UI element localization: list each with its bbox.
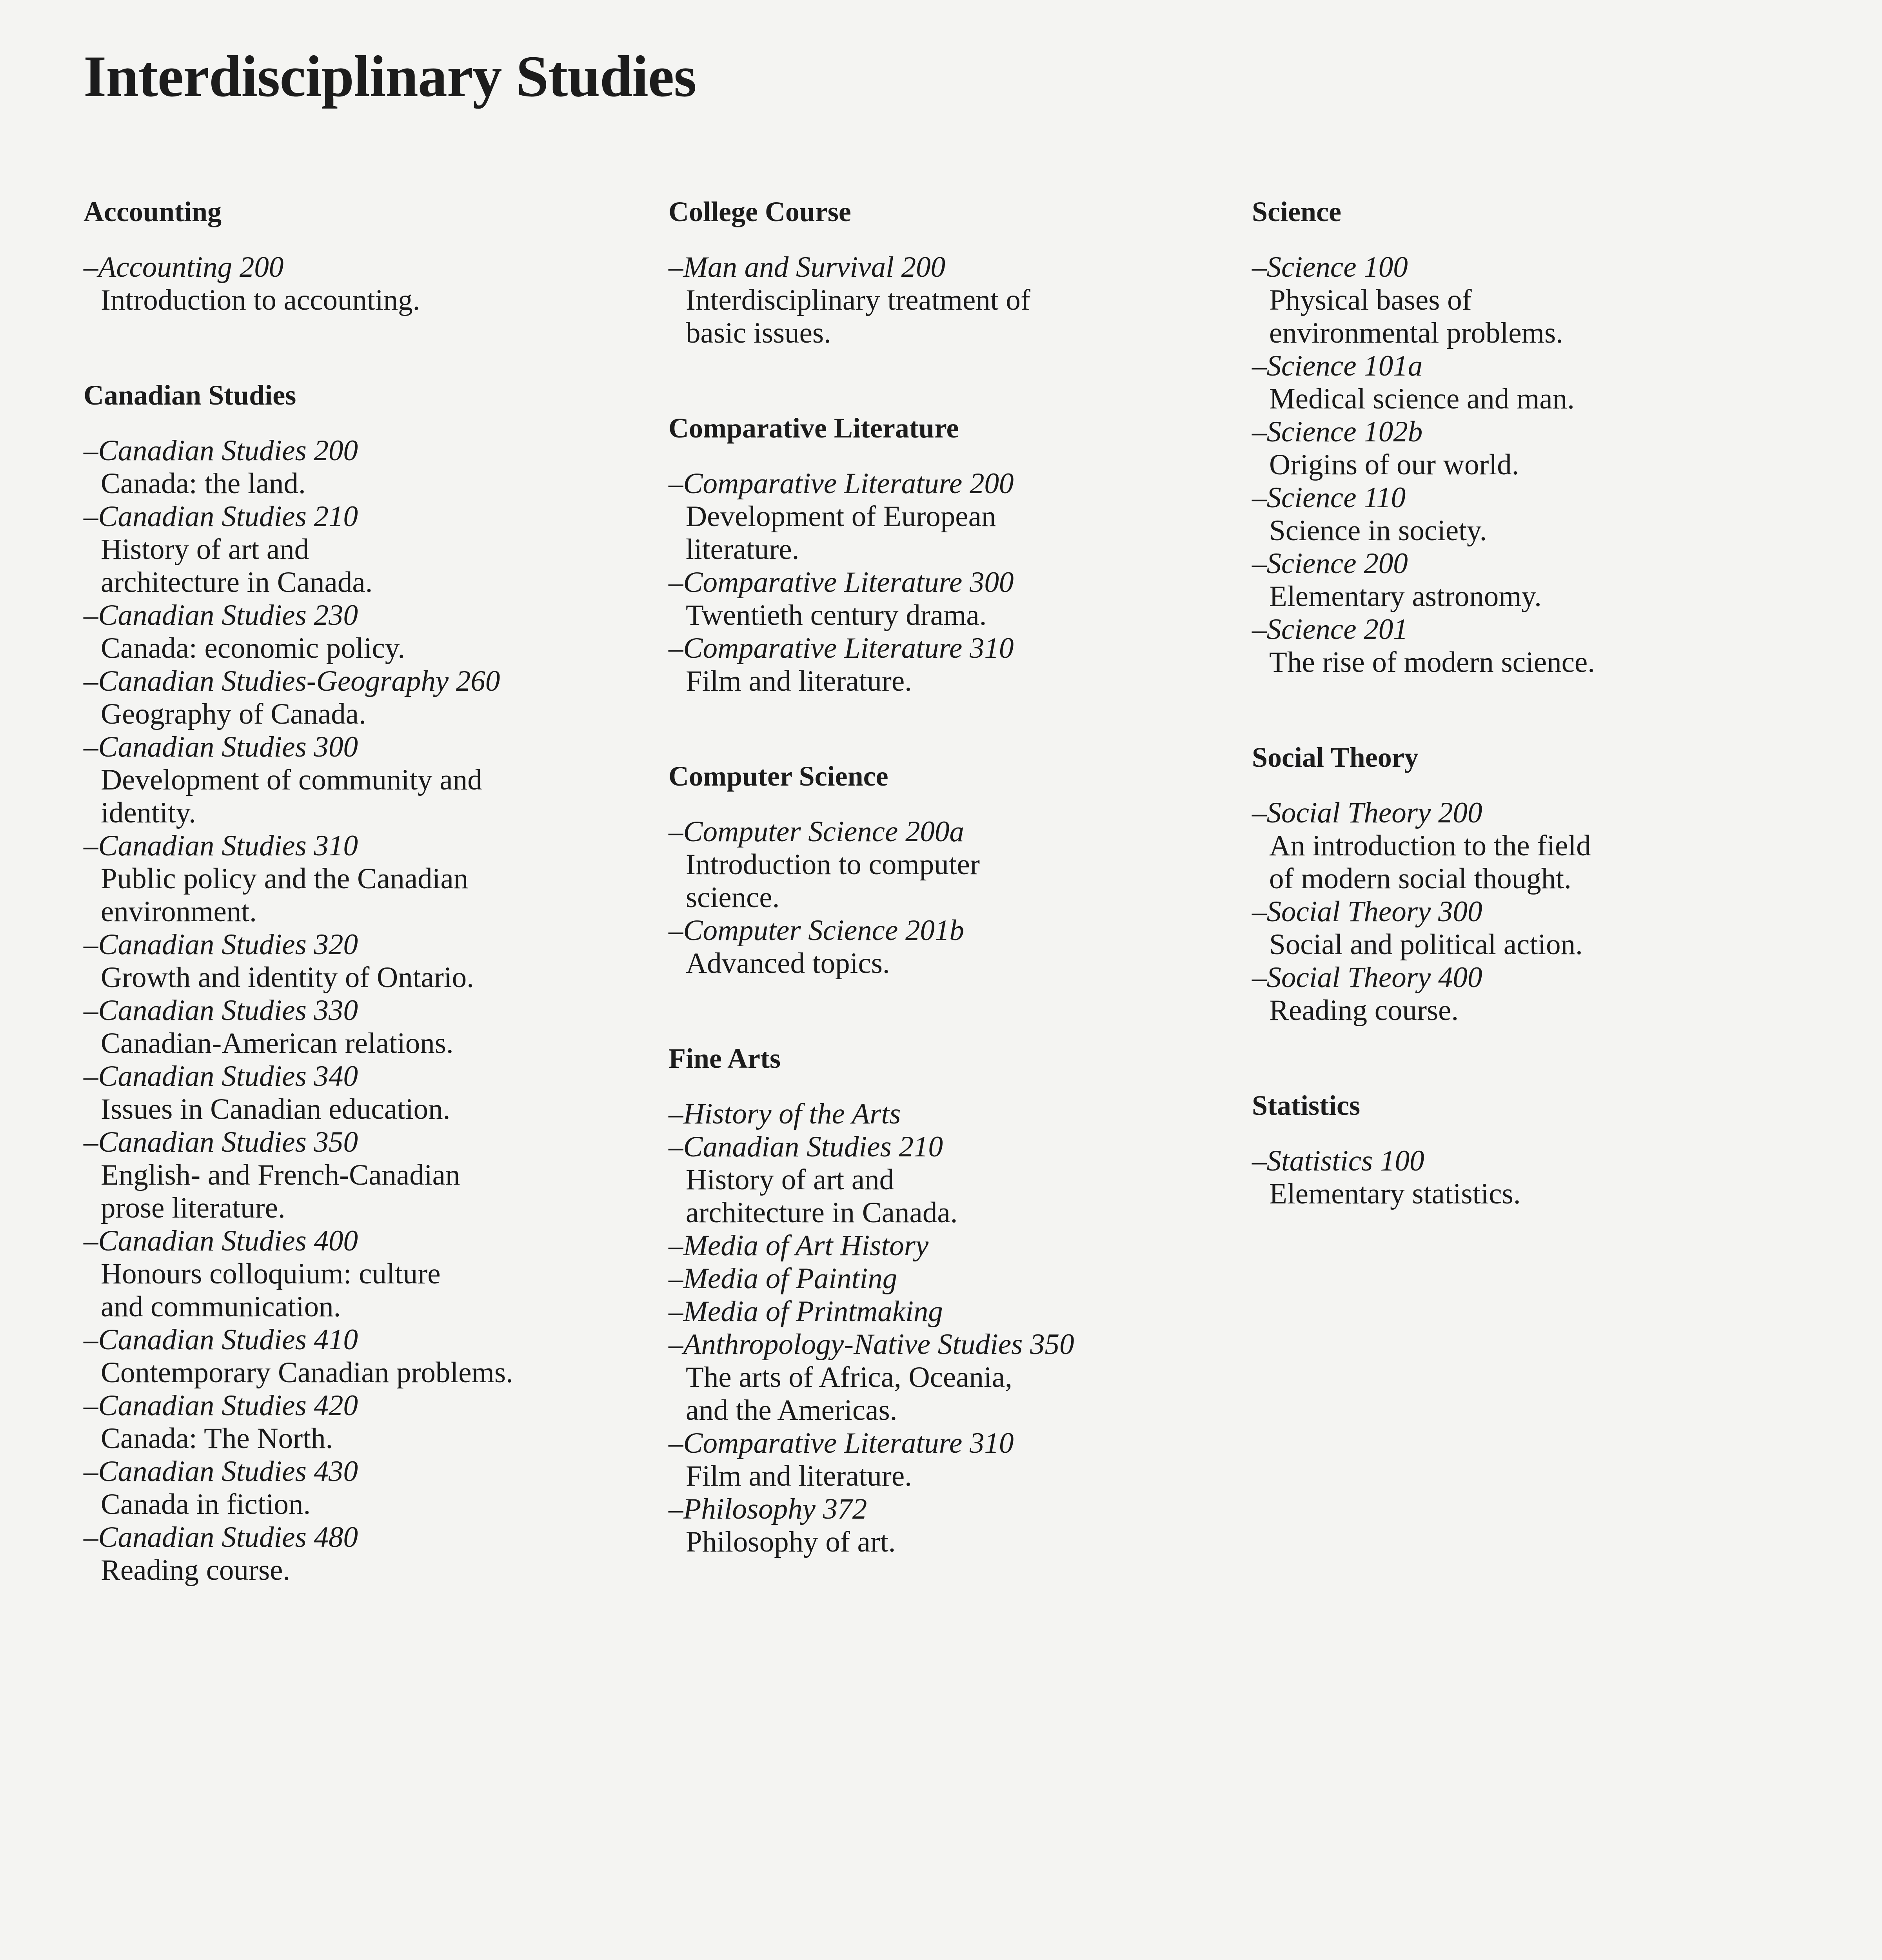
course-list: [84, 251, 652, 317]
course-description: Medical science and man.: [1269, 383, 1575, 415]
course-name: –Science 101a: [1252, 350, 1423, 382]
course-name: –Statistics 100: [1252, 1145, 1424, 1177]
course-entry: [84, 434, 652, 500]
course-list: [669, 815, 1237, 980]
course-description: Canada in fiction.: [101, 1488, 311, 1521]
course-entry: [669, 914, 1237, 980]
section-comparative-literature: [669, 408, 1237, 698]
course-entry: [84, 500, 652, 599]
course-description: History of art and architecture in Canada.: [686, 1163, 958, 1229]
section-heading: Comparative Literature: [669, 412, 959, 444]
course-entry: [84, 1323, 652, 1389]
course-description: Interdisciplinary treatment of basic issues.: [686, 284, 1030, 349]
course-entry: [84, 731, 652, 829]
course-name: –Anthropology-Native Studies 350: [669, 1328, 1074, 1361]
course-entry: [84, 994, 652, 1060]
section-statistics: [1252, 1086, 1820, 1210]
page-title: Interdisciplinary Studies: [84, 44, 696, 109]
course-description: The rise of modern science.: [1269, 646, 1595, 679]
course-entry: [84, 1521, 652, 1587]
course-name: –Canadian Studies 430: [84, 1455, 358, 1488]
section-social-theory: [1252, 738, 1820, 1027]
section-heading: Social Theory: [1252, 742, 1419, 773]
course-name: –Comparative Literature 310: [669, 632, 1014, 664]
section-computer-science: [669, 757, 1237, 980]
course-entry: [669, 1328, 1237, 1427]
course-description: Elementary statistics.: [1269, 1178, 1521, 1210]
course-entry: [669, 815, 1237, 914]
course-entry: [669, 467, 1237, 566]
course-name: –Comparative Literature 300: [669, 566, 1014, 599]
course-name: –Man and Survival 200: [669, 251, 946, 283]
section-canadian-studies: [84, 376, 652, 1587]
course-name: –Comparative Literature 310: [669, 1427, 1014, 1459]
course-description: Issues in Canadian education.: [101, 1093, 451, 1125]
course-entry: [1252, 547, 1820, 613]
course-name: –Canadian Studies 350: [84, 1126, 358, 1158]
course-entry: [669, 251, 1237, 350]
course-name: –Canadian Studies 480: [84, 1521, 358, 1553]
course-list: [669, 251, 1237, 350]
course-entry: [1252, 1145, 1820, 1210]
course-list: [669, 1098, 1237, 1559]
course-entry: [1252, 416, 1820, 481]
course-entry: [84, 928, 652, 994]
section-fine-arts: [669, 1039, 1237, 1559]
course-description: English- and French-Canadian prose literature.: [101, 1159, 460, 1224]
course-name: –Media of Art History: [669, 1229, 929, 1262]
course-description: Elementary astronomy.: [1269, 580, 1542, 613]
course-name: –Canadian Studies 300: [84, 731, 358, 763]
course-description: Canadian-American relations.: [101, 1027, 454, 1060]
section-heading: Fine Arts: [669, 1043, 781, 1074]
course-description: Honours colloquium: culture and communication.: [101, 1258, 441, 1323]
course-description: Philosophy of art.: [686, 1526, 896, 1558]
course-name: –Canadian Studies 230: [84, 599, 358, 632]
column-right: [1252, 192, 1820, 1210]
course-entry: [84, 251, 652, 317]
course-name: –Comparative Literature 200: [669, 467, 1014, 500]
course-entry: [1252, 613, 1820, 679]
course-name: –Canadian Studies 210: [84, 500, 358, 533]
course-list: [1252, 797, 1820, 1027]
section-accounting: [84, 192, 652, 317]
course-description: Development of community and identity.: [101, 764, 482, 829]
course-name: –Canadian Studies 420: [84, 1389, 358, 1422]
course-entry: [669, 566, 1237, 632]
course-description: Canada: the land.: [101, 467, 306, 500]
course-name: –Media of Painting: [669, 1262, 897, 1295]
course-name: –Social Theory 200: [1252, 797, 1482, 829]
course-description: Origins of our world.: [1269, 448, 1519, 481]
course-entry: [1252, 961, 1820, 1027]
course-entry: [1252, 350, 1820, 416]
course-entry: [1252, 895, 1820, 961]
course-entry: [669, 1229, 1237, 1262]
course-list: [84, 434, 652, 1587]
course-entry: [669, 632, 1237, 698]
section-heading: Accounting: [84, 196, 222, 227]
course-entry: [84, 665, 652, 731]
course-description: Canada: economic policy.: [101, 632, 405, 664]
course-name: –Canadian Studies-Geography 260: [84, 665, 500, 697]
course-name: –Canadian Studies 340: [84, 1060, 358, 1093]
course-name: –Science 100: [1252, 251, 1408, 283]
section-heading: Computer Science: [669, 760, 888, 792]
section-heading: College Course: [669, 196, 851, 227]
course-entry: [84, 1225, 652, 1323]
course-description: Canada: The North.: [101, 1422, 333, 1455]
course-entry: [669, 1098, 1237, 1131]
course-name: –Canadian Studies 200: [84, 434, 358, 467]
course-name: –Canadian Studies 400: [84, 1225, 358, 1257]
course-name: –Science 201: [1252, 613, 1408, 646]
course-description: The arts of Africa, Oceania, and the Americas.: [686, 1361, 1012, 1426]
course-description: An introduction to the field of modern social thought.: [1269, 829, 1591, 895]
section-heading: Canadian Studies: [84, 379, 296, 411]
course-description: Geography of Canada.: [101, 698, 366, 730]
course-name: –Computer Science 201b: [669, 914, 964, 947]
course-entry: [84, 1455, 652, 1521]
course-name: –Canadian Studies 310: [84, 829, 358, 862]
course-name: –History of the Arts: [669, 1098, 901, 1130]
course-description: Advanced topics.: [686, 947, 890, 980]
course-name: –Canadian Studies 320: [84, 928, 358, 961]
course-name: –Computer Science 200a: [669, 815, 964, 848]
column-middle: [669, 192, 1237, 1559]
course-entry: [1252, 481, 1820, 547]
course-entry: [669, 1131, 1237, 1229]
course-description: Social and political action.: [1269, 928, 1583, 961]
course-description: Introduction to accounting.: [101, 284, 420, 316]
course-entry: [84, 1126, 652, 1225]
course-name: –Accounting 200: [84, 251, 284, 283]
course-entry: [84, 829, 652, 928]
course-name: –Science 110: [1252, 481, 1406, 514]
course-description: Film and literature.: [686, 665, 912, 697]
course-entry: [84, 1389, 652, 1455]
course-name: –Social Theory 300: [1252, 895, 1482, 928]
course-name: –Media of Printmaking: [669, 1295, 943, 1328]
section-science: [1252, 192, 1820, 679]
course-name: –Social Theory 400: [1252, 961, 1482, 994]
course-description: Growth and identity of Ontario.: [101, 961, 474, 994]
course-description: Science in society.: [1269, 514, 1487, 547]
course-name: –Canadian Studies 210: [669, 1131, 943, 1163]
course-description: Contemporary Canadian problems.: [101, 1356, 513, 1389]
course-description: Film and literature.: [686, 1460, 912, 1492]
course-entry: [84, 1060, 652, 1126]
course-entry: [669, 1493, 1237, 1559]
course-name: –Canadian Studies 410: [84, 1323, 358, 1356]
course-name: –Science 200: [1252, 547, 1408, 580]
course-name: –Philosophy 372: [669, 1493, 867, 1525]
course-description: Twentieth century drama.: [686, 599, 987, 632]
course-description: Physical bases of environmental problems.: [1269, 284, 1563, 349]
course-list: [1252, 251, 1820, 679]
course-description: History of art and architecture in Canada.: [101, 533, 373, 599]
course-description: Introduction to computer science.: [686, 848, 980, 914]
course-description: Development of European literature.: [686, 500, 996, 566]
course-name: –Science 102b: [1252, 416, 1423, 448]
course-description: Reading course.: [101, 1554, 291, 1586]
course-entry: [669, 1427, 1237, 1493]
course-entry: [84, 599, 652, 665]
course-list: [669, 467, 1237, 698]
course-description: Reading course.: [1269, 994, 1459, 1027]
course-name: –Canadian Studies 330: [84, 994, 358, 1027]
course-entry: [669, 1295, 1237, 1328]
course-entry: [1252, 251, 1820, 350]
course-entry: [669, 1262, 1237, 1295]
section-heading: Statistics: [1252, 1090, 1360, 1121]
course-description: Public policy and the Canadian environment.: [101, 862, 469, 928]
section-heading: Science: [1252, 196, 1341, 227]
course-entry: [1252, 797, 1820, 895]
course-list: [1252, 1145, 1820, 1210]
column-left: [84, 192, 652, 1587]
section-college-course: [669, 192, 1237, 350]
